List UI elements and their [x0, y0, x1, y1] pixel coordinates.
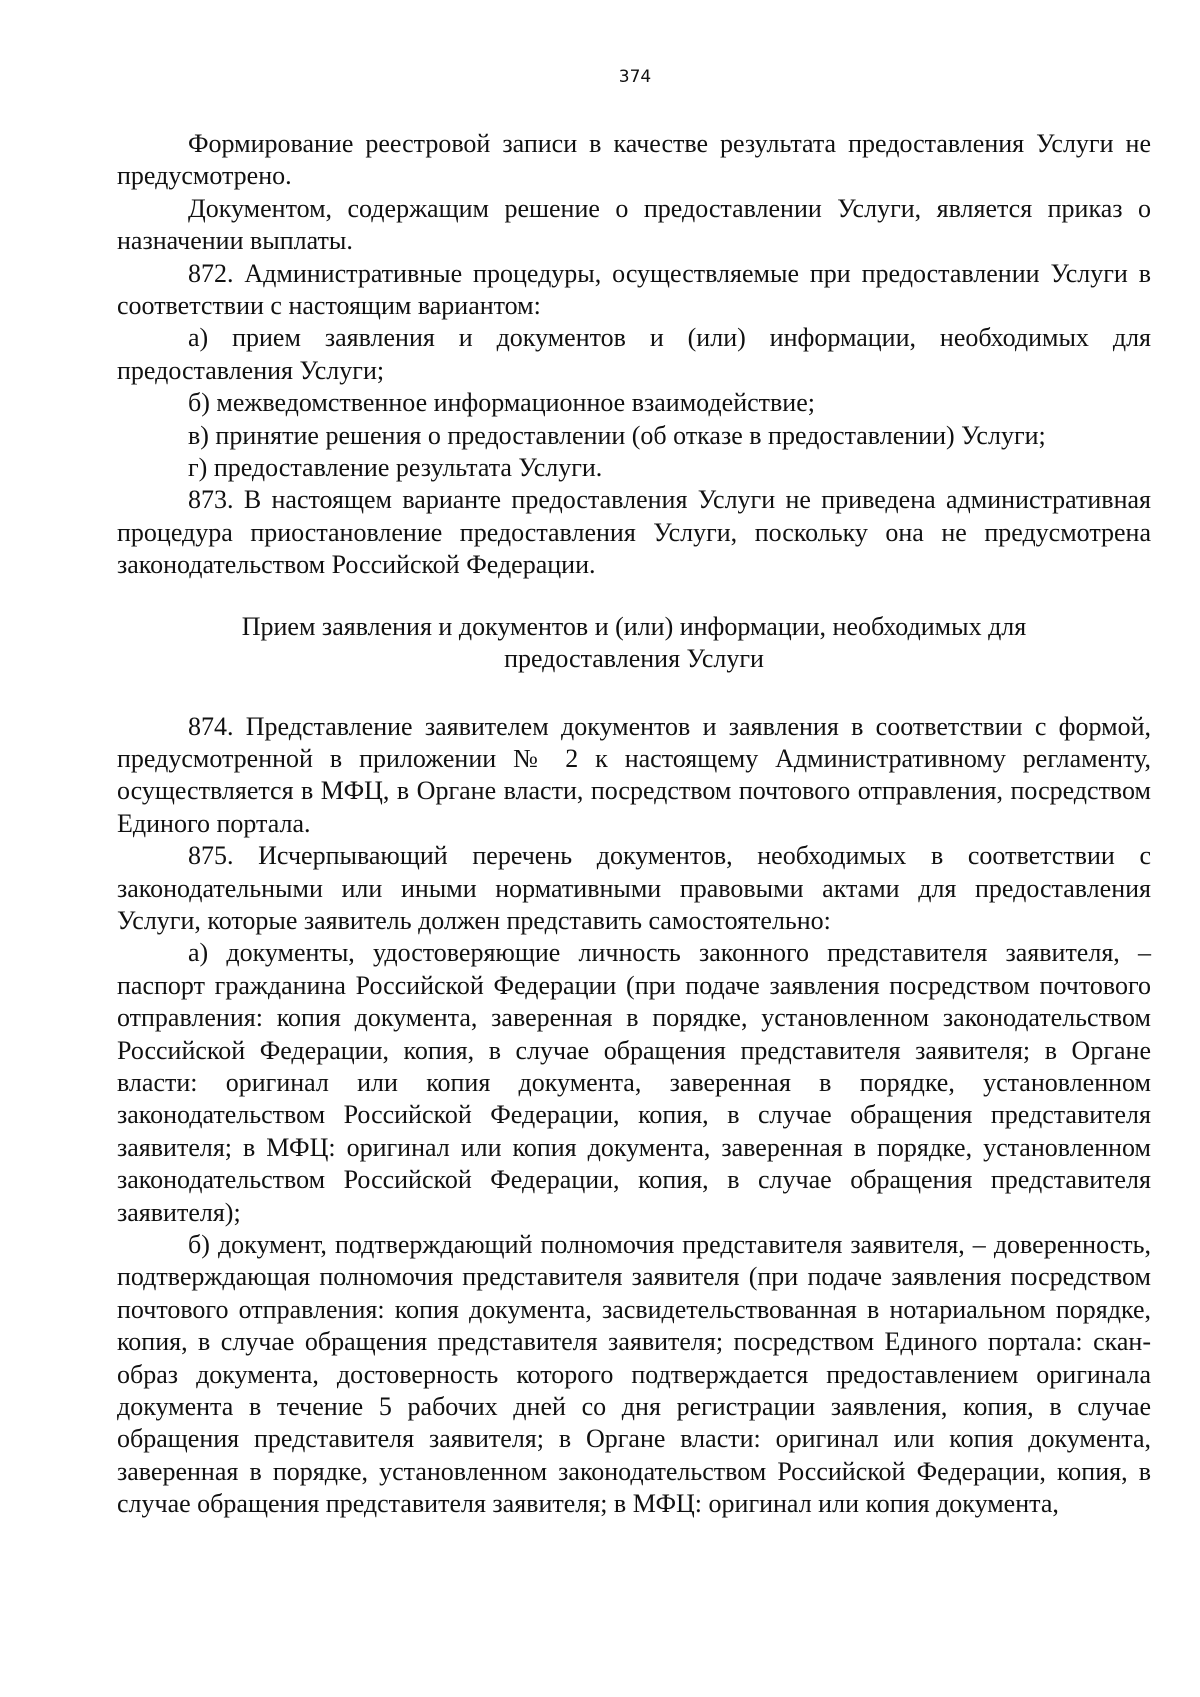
list-item-b-875: б) документ, подтверждающий полномочия представителя заявителя, – доверенность, подтверждающая полномочия представителя заявителя (при подаче заявления посредством почтового отправления: копия документа, засвидетельствованная в нотариальном порядке, копия, в случае обращения представителя заявителя; посредством Единого портала: скан-образ документа, достоверность которого подтверждается предоставлением оригинала документа в течение 5 рабочих дней со дня регистрации заявления, копия, в случае обращения представителя заявителя; в Органе власти: оригинал или копия документа, заверенная в порядке, установленном законодательством Российской Федерации, копия, в случае обращения представителя заявителя; в МФЦ: оригинал или копия документа,	[117, 1230, 1151, 1519]
section-heading: Прием заявления и документов и (или) информации, необходимых для предоставления Услуги	[241, 611, 1027, 674]
paragraph-873: 873. В настоящем варианте предоставления Услуги не приведена административная процедура приостановление предоставления Услуги, поскольку она не предусмотрена законодательством Российской Федерации.	[117, 485, 1151, 580]
paragraph-875: 875. Исчерпывающий перечень документов, необходимых в соответствии с законодательными или иными нормативными правовыми актами для предоставления Услуги, которые заявитель должен представить самостоятельно:	[117, 841, 1151, 935]
page-number: 374	[618, 67, 652, 87]
list-item-a-875: а) документы, удостоверяющие личность законного представителя заявителя, – паспорт гражданина Российской Федерации (при подаче заявления посредством почтового отправления: копия документа, заверенная в порядке, установленном законодательством Российской Федерации, копия, в случае обращения представителя заявителя; в Органе власти: оригинал или копия документа, заверенная в порядке, установленном законодательством Российской Федерации, копия, в случае обращения представителя заявителя; в МФЦ: оригинал или копия документа, заверенная в порядке, установленном законодательством Российской Федерации, копия, в случае обращения представителя заявителя);	[117, 938, 1151, 1227]
list-item-a-872: а) прием заявления и документов и (или) информации, необходимых для предоставления Услуги;	[117, 323, 1151, 385]
paragraph-874: 874. Представление заявителем документов и заявления в соответствии с формой, предусмотренной в приложении № 2 к настоящему Административному регламенту, осуществляется в МФЦ, в Органе власти, посредством почтового отправления, посредством Единого портала.	[117, 711, 1151, 838]
list-item-g-872: г) предоставление результата Услуги.	[188, 453, 603, 483]
paragraph-decision-document: Документом, содержащим решение о предоставлении Услуги, является приказ о назначении выплаты.	[117, 193, 1151, 256]
list-item-v-872: в) принятие решения о предоставлении (об отказе в предоставлении) Услуги;	[188, 420, 1046, 450]
list-item-b-872: б) межведомственное информационное взаимодействие;	[188, 388, 815, 418]
paragraph-872: 872. Административные процедуры, осуществляемые при предоставлении Услуги в соответствии с настоящим вариантом:	[117, 258, 1151, 321]
document-body	[117, 128, 1151, 1521]
paragraph-result-registry: Формирование реестровой записи в качестве результата предоставления Услуги не предусмотрено.	[117, 129, 1151, 191]
